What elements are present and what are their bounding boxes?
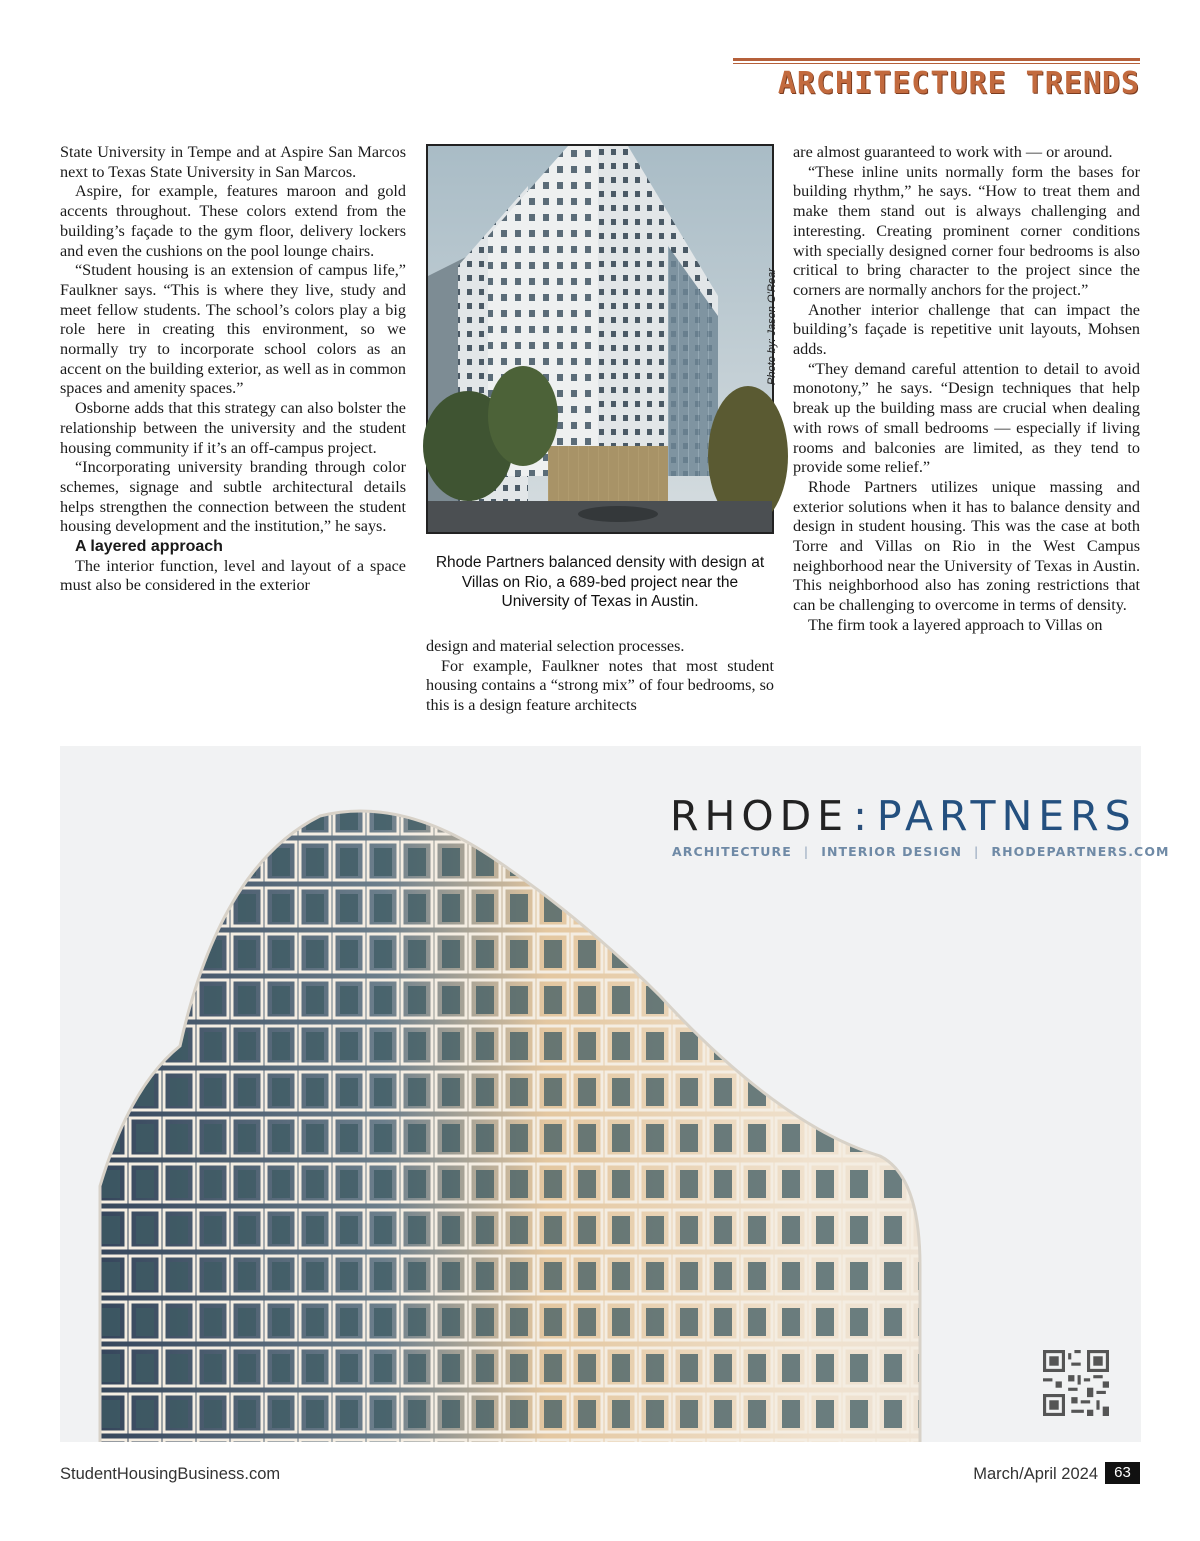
photo-credit: Photo by: Jason O’Rear [766,268,778,385]
ad-brand-logo [670,792,1137,840]
paragraph: State University in Tempe and at Aspire San Marcos next to Texas State University in San Marcos. [60,143,406,181]
paragraph: The interior function, level and layout of a space must also be considered in the exterior [60,556,406,595]
tagline-divider: | [803,844,810,859]
paragraph: The firm took a layered approach to Villas on [808,615,1103,634]
brand-name-part2: PARTNERS [876,792,1137,840]
footer-website: StudentHousingBusiness.com [60,1465,281,1483]
page-number: 63 [1105,1462,1140,1484]
advertisement[interactable] [60,746,1170,1442]
article-column-2 [426,637,774,716]
tagline-interior-design: INTERIOR DESIGN [821,844,963,859]
paragraph: Osborne adds that this strategy can also bolster the relationship between the university and the student housing community if it’s an off-campus project. [60,399,406,457]
subheading: A layered approach [75,538,223,556]
paragraph: For example, Faulkner notes that most student housing contains a “strong mix” of four bedrooms, so this is a design feature architects [426,656,774,715]
brand-name-part1: RHODE [670,792,850,840]
ad-tagline [672,844,1170,859]
tagline-architecture: ARCHITECTURE [672,844,792,859]
tagline-divider: | [974,844,980,859]
paragraph: “These inline units normally form the bases for building rhythm,” he says. “How to treat them and make them stand out is always challenging and interesting. Creating prominent corner conditions with specially designed corner four bedrooms is also critical to bring character to the project since the corners are normally anchors for the project.” [793,162,1140,299]
paragraph: Rhode Partners utilizes unique massing and exterior solutions when it has to balance density and design in student housing. This was the case at both Torre and Villas on Rio in the West Campus neighborhood near the University of Texas in Austin. This neighborhood also has zoning restrictions that can be challenging to overcome in terms of density. [793,477,1140,615]
paragraph: Another interior challenge that can impact the building’s façade is repetitive unit layouts, Mohsen adds. [793,300,1140,359]
paragraph: Aspire, for example, features maroon and gold accents throughout. These colors extend from the building’s façade to the gym floor, delivery lockers and even the cushions on the pool lounge chairs. [60,182,406,260]
paragraph: “They demand careful attention to detail to avoid monotony,” he says. “Design techniques that help break up the building mass are crucial when dealing with rows of small bedrooms — especially if living rooms and balconies are limited, as they tend to provide some relief.” [793,359,1140,477]
building-photo-image [428,146,772,532]
paragraph: design and material selection processes. [426,637,685,655]
article-column-3 [793,143,1140,636]
header-rule [733,58,1140,61]
paragraph: “Incorporating university branding through color schemes, signage and subtle architectural details helps strengthen the connection between the student housing development and the institution,” he says. [60,458,406,536]
qr-code-icon[interactable] [1043,1350,1109,1416]
footer-issue-date: March/April 2024 [973,1465,1098,1483]
tagline-website-link[interactable]: RHODEPARTNERS.COM [991,844,1170,859]
paragraph: are almost guaranteed to work with — or around. [793,143,1113,161]
header-rule-thin [733,63,1140,64]
section-title: ARCHITECTURE TRENDS [777,66,1140,101]
building-photo [426,144,774,534]
article-column-1 [60,143,406,596]
photo-caption: Rhode Partners balanced density with design at Villas on Rio, a 689-bed project near the University of Texas in Austin. [435,554,765,610]
paragraph: “Student housing is an extension of campus life,” Faulkner says. “This is where they live, study and meet fellow students. The school’s colors play a big role here in creating this environment, so we normally try to incorporate school colors as an accent on the building exterior, as well as in common spaces and amenity spaces.” [60,261,406,398]
brand-separator: : [853,792,873,840]
